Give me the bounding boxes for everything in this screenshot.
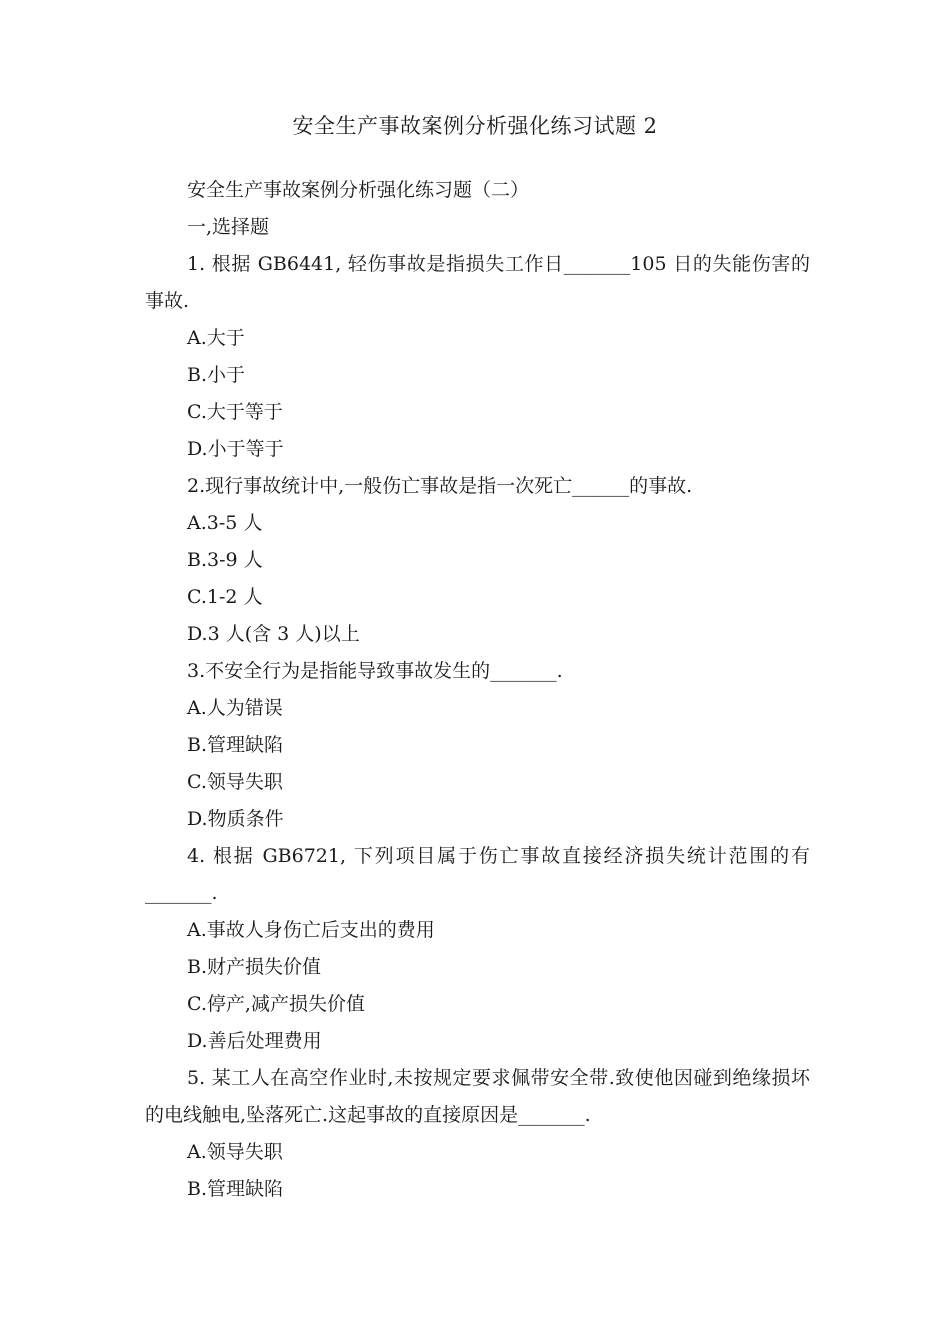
option: D.3 人(含 3 人)以上 [187, 623, 360, 645]
option: B.管理缺陷 [187, 1178, 284, 1200]
option: C.领导失职 [187, 771, 283, 793]
option: B.财产损失价值 [187, 956, 322, 978]
question-stem: 2.现行事故统计中,一般伤亡事故是指一次死亡______的事故. [187, 475, 693, 497]
option: A.领导失职 [187, 1141, 283, 1163]
option: B.小于 [187, 364, 246, 386]
option: B.管理缺陷 [187, 734, 284, 756]
subtitle: 安全生产事故案例分析强化练习题（二） [187, 179, 530, 201]
question-stem: 3.不安全行为是指能导致事故发生的_______. [187, 660, 563, 682]
option: D.善后处理费用 [187, 1030, 322, 1052]
question-stem: 4. 根据 GB6721, 下列项目属于伤亡事故直接经济损失统计范围的有_______. [145, 845, 810, 904]
option: C.停产,减产损失价值 [187, 993, 365, 1015]
option: A.人为错误 [187, 697, 283, 719]
document-body [145, 172, 810, 1208]
option: C.大于等于 [187, 401, 283, 423]
option: A.3-5 人 [187, 512, 263, 534]
option: A.大于 [187, 327, 245, 349]
question-stem: 1. 根据 GB6441, 轻伤事故是指损失工作日_______105 日的失能伤害的事故. [145, 253, 810, 312]
document-title: 安全生产事故案例分析强化练习试题 2 [292, 114, 658, 138]
question-stem: 5. 某工人在高空作业时,未按规定要求佩带安全带.致使他因碰到绝缘损坏的电线触电,坠落死亡.这起事故的直接原因是_______. [145, 1067, 810, 1126]
option: D.小于等于 [187, 438, 284, 460]
section-heading: 一,选择题 [187, 216, 270, 238]
option: D.物质条件 [187, 808, 284, 830]
option: B.3-9 人 [187, 549, 263, 571]
option: C.1-2 人 [187, 586, 263, 608]
option: A.事故人身伤亡后支出的费用 [187, 919, 435, 941]
